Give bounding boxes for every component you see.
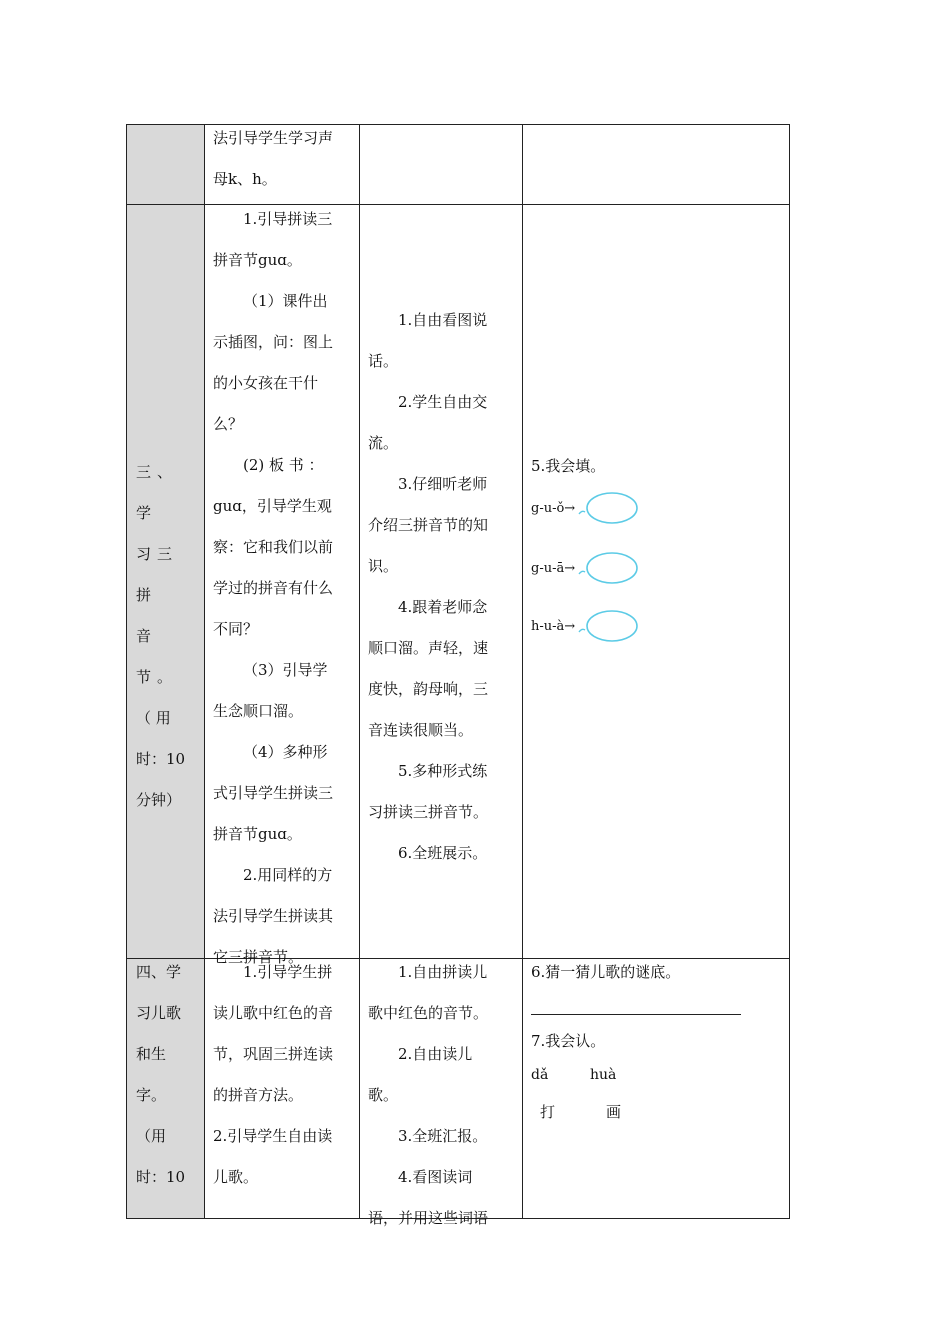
fill-item	[531, 550, 639, 586]
text-line: 流。	[368, 434, 399, 452]
pinyin-spelling: g-u-ǒ→	[531, 500, 576, 516]
text-line: （3）引导学	[243, 661, 328, 679]
answer-bubble-icon	[577, 490, 639, 526]
answer-bubble-icon	[577, 550, 639, 586]
fill-item	[531, 490, 639, 526]
text-line: （用	[136, 1127, 167, 1145]
text-line: 4.看图读词	[398, 1168, 473, 1186]
text-line: 不同？	[213, 620, 259, 638]
text-line: guɑ，引导学生观	[213, 497, 332, 515]
exercise-5-title: 5.我会填。	[531, 457, 606, 475]
text-line: 学过的拼音有什么	[213, 579, 334, 597]
text-line: 时：10	[136, 750, 186, 768]
character-da: 打	[540, 1103, 556, 1121]
text-line: 的小女孩在干什	[213, 374, 319, 392]
text-line: 6.全班展示。	[398, 844, 488, 862]
row2-stage-label	[136, 452, 198, 821]
text-line: 它三拼音节。	[213, 948, 304, 966]
row2-teacher-activity	[213, 199, 353, 978]
text-line: 介绍三拼音节的知	[368, 516, 489, 534]
text-line: 1.自由拼读儿	[398, 963, 488, 981]
row3-stage-label	[136, 952, 198, 1198]
text-line: 拼音节guɑ。	[213, 251, 302, 269]
text-line: 话。	[368, 352, 399, 370]
table-column-divider	[522, 124, 523, 1219]
row3-teacher-activity	[213, 952, 353, 1198]
text-line: 母k、h。	[213, 170, 277, 188]
text-line: 歌中红色的音节。	[368, 1004, 489, 1022]
answer-blank-line	[531, 1014, 741, 1015]
text-line: 2.学生自由交	[398, 393, 488, 411]
text-line: 顺口溜。声轻，速	[368, 639, 489, 657]
text-line: 生念顺口溜。	[213, 702, 304, 720]
exercise-6-title: 6.猜一猜儿歌的谜底。	[531, 963, 681, 981]
text-line: （4）多种形	[243, 743, 328, 761]
exercise-7-title: 7.我会认。	[531, 1032, 606, 1050]
pinyin-spelling: h-u-à→	[531, 618, 576, 634]
row1-teacher-activity	[213, 118, 353, 200]
text-line: 3.全班汇报。	[398, 1127, 488, 1145]
text-line: 字。	[136, 1086, 167, 1104]
text-line: 式引导学生拼读三	[213, 784, 334, 802]
table-border-left	[126, 124, 127, 1219]
table-border-right	[789, 124, 790, 1219]
text-line: 1.自由看图说	[398, 311, 488, 329]
text-line: 时：10	[136, 1168, 186, 1186]
text-line: 节，巩固三拼连读	[213, 1045, 334, 1063]
text-line: 1.引导学生拼	[243, 963, 333, 981]
text-line: 三、学	[136, 463, 179, 522]
text-line: 拼音节guɑ。	[213, 825, 302, 843]
character-hua: 画	[606, 1103, 622, 1121]
text-line: 习儿歌	[136, 1004, 182, 1022]
text-line: 习三拼	[136, 545, 179, 604]
text-line: 1.引导拼读三	[243, 210, 333, 228]
text-line: 习拼读三拼音节。	[368, 803, 489, 821]
pinyin-hua: huà	[590, 1067, 617, 1083]
row3-student-activity	[368, 952, 516, 1239]
text-line: 么？	[213, 415, 244, 433]
table-column-divider	[359, 124, 360, 1219]
text-line: 察：它和我们以前	[213, 538, 334, 556]
text-line: 4.跟着老师念	[398, 598, 488, 616]
text-line: 音节。	[136, 627, 179, 686]
text-line: 2.用同样的方	[243, 866, 333, 884]
text-line: 语，并用这些词语	[368, 1209, 489, 1227]
text-line: 示插图，问：图上	[213, 333, 334, 351]
text-line: 儿歌。	[213, 1168, 259, 1186]
text-line: 读儿歌中红色的音	[213, 1004, 334, 1022]
fill-item	[531, 608, 639, 644]
text-line: 分钟）	[136, 791, 182, 809]
text-line: 和生	[136, 1045, 167, 1063]
text-line: 度快，韵母响，三	[368, 680, 489, 698]
text-line: 5.多种形式练	[398, 762, 488, 780]
answer-bubble-icon	[577, 608, 639, 644]
text-line: 法引导学生学习声	[213, 129, 334, 147]
text-line: 音连读很顺当。	[368, 721, 474, 739]
text-line: 3.仔细听老师	[398, 475, 488, 493]
text-line: 歌。	[368, 1086, 399, 1104]
text-line: （ 用	[136, 709, 171, 727]
text-line: （1）课件出	[243, 292, 328, 310]
table-column-divider	[204, 124, 205, 1219]
row2-student-activity	[368, 300, 516, 874]
text-line: 法引导学生拼读其	[213, 907, 334, 925]
text-line: 四、学	[136, 963, 182, 981]
pinyin-da: dǎ	[531, 1067, 549, 1083]
text-line: 2.引导学生自由读	[213, 1127, 333, 1145]
text-line: 的拼音方法。	[213, 1086, 304, 1104]
pinyin-spelling: g-u-ā→	[531, 560, 576, 576]
text-line: 识。	[368, 557, 399, 575]
text-line: 2.自由读儿	[398, 1045, 473, 1063]
text-line: (2) 板 书 ：	[243, 456, 324, 474]
